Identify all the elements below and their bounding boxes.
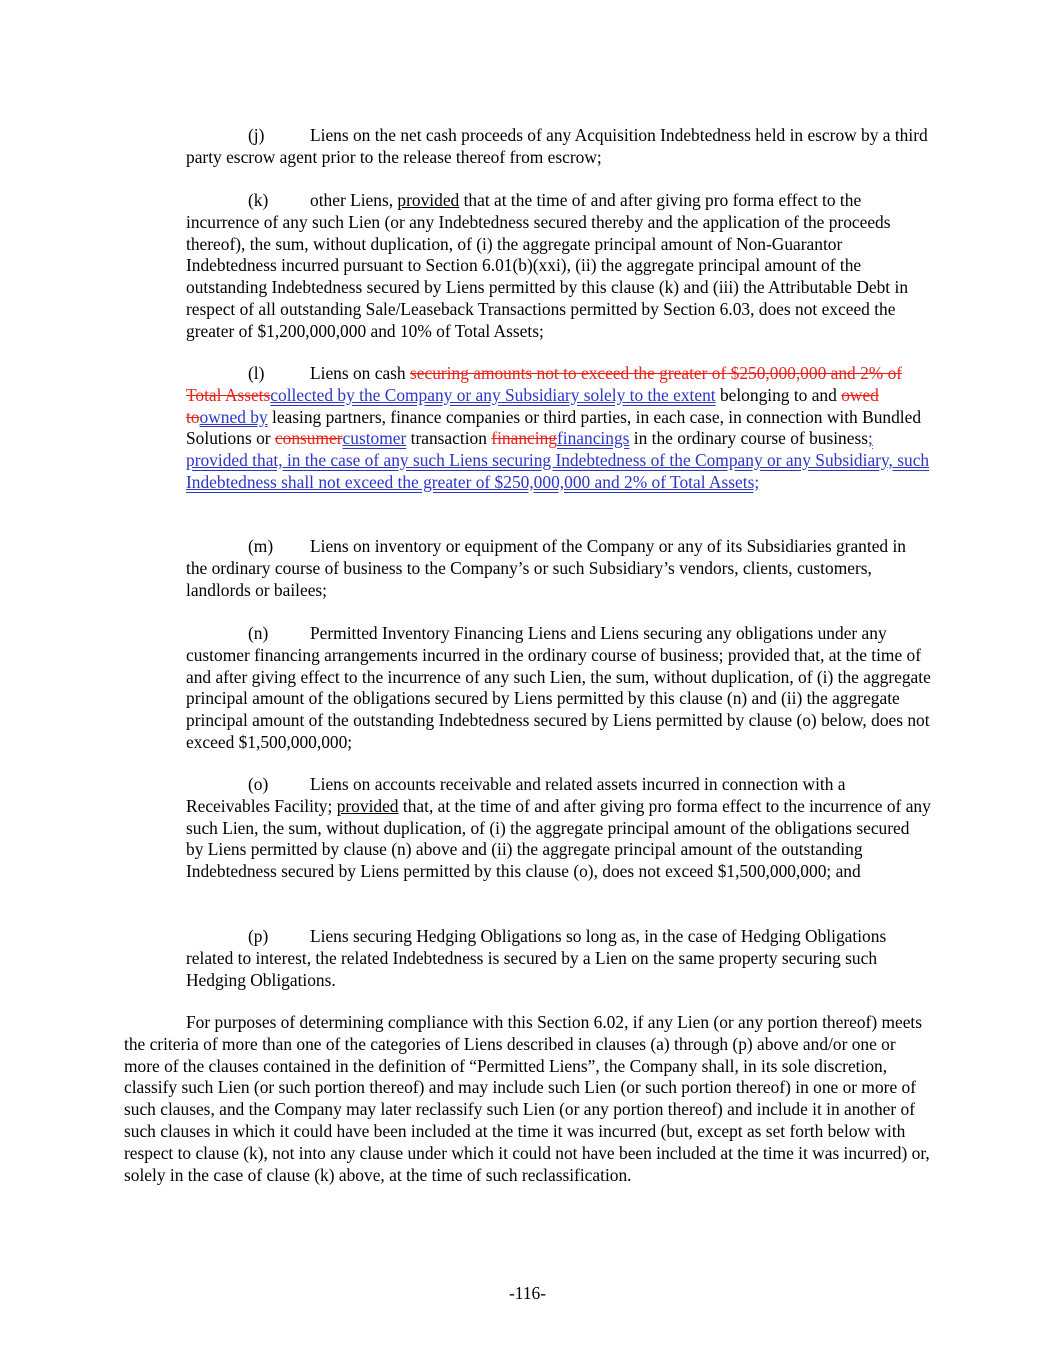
clause-text: in the ordinary course of business <box>629 428 869 449</box>
clause-k <box>186 190 931 343</box>
clause-p <box>186 926 931 991</box>
clause-text: other Liens, <box>310 190 398 210</box>
provided-term: provided <box>397 190 460 210</box>
inserted-text: collected by the Company or any Subsidiary solely to the extent <box>270 384 716 405</box>
clause-m <box>186 536 931 601</box>
clause-n <box>186 623 931 754</box>
clause-l <box>186 363 931 494</box>
clause-text: Liens securing Hedging Obligations so long as, in the case of Hedging Obligations related to interest, the related Indebtedness is secured by a Lien on the same property securing such Hedging Obligations. <box>186 926 887 990</box>
inserted-text: customer <box>342 428 407 449</box>
deleted-text: securing amounts not to exceed the greater of $250,000,000 and 2% of Total Assets <box>186 363 903 405</box>
deleted-text: financing <box>491 428 557 449</box>
inserted-text: ; provided that, in the case of any such Liens securing Indebtedness of the Company or any Subsidiary, such Indebtedness shall not exceed the greater of $250,000,000 and 2% of Total Assets; <box>186 428 930 492</box>
deleted-text: consumer <box>274 428 343 449</box>
clause-text: Liens on accounts receivable and related assets incurred in connection with a Receivables Facility; <box>186 774 846 816</box>
inserted-text: financings <box>556 428 630 449</box>
closing-paragraph: For purposes of determining compliance with this Section 6.02, if any Lien (or any portion thereof) meets the criteria of more than one of the categories of Liens described in clauses (a) through (p) above and/or one or more of the clauses contained in the definition of “Permitted Liens”, the Company shall, in its sole discretion, classify such Lien (or such portion thereof) and may include such Lien (or such portion thereof) in one or more of such clauses, and the Company may later reclassify such Lien (or any portion thereof) and include it in another of such clauses in which it could have been included at the time it was incurred (but, except as set forth below with respect to clause (k), not into any clause under which it could not have been included at the time it was incurred) or, solely in the case of clause (k) above, at the time of such reclassification. <box>124 1012 930 1185</box>
clause-label: (n) <box>248 623 269 643</box>
page-number: -116- <box>508 1283 547 1303</box>
provided-term: provided <box>336 795 399 816</box>
clause-text: that at the time of and after giving pro forma effect to the incurrence of any such Lien (or any Indebtedness secured thereby and the application of the proceeds thereof), the sum, without duplication, of (i) the aggregate principal amount of Non-Guarantor Indebtedness incurred pursuant to Section 6.01(b)(xxi), (ii) the aggregate principal amount of the outstanding Indebtedness secured by Liens permitted by this clause (k) and (iii) the Attributable Debt in respect of all outstanding Sale/Leaseback Transactions permitted by Section 6.03, does not exceed the greater of $1,200,000,000 and 10% of Total Assets; <box>186 190 909 341</box>
clause-text: Permitted Inventory Financing Liens and Liens securing any obligations under any customer financing arrangements incurred in the ordinary course of business; provided that, at the time of and after giving effect to the incurrence of any such Lien, the sum, without duplication, of (i) the aggregate principal amount of the obligations secured by Liens permitted by this clause (n) and (ii) the aggregate principal amount of the outstanding Indebtedness secured by Liens permitted by clause (o) below, does not exceed $1,500,000,000; <box>186 623 931 752</box>
clause-text: transaction <box>406 428 492 449</box>
deleted-text: owed to <box>186 384 879 427</box>
clause-label: (m) <box>248 536 274 556</box>
inserted-text: owned by <box>199 406 268 427</box>
clause-label: (p) <box>248 926 269 946</box>
clause-j <box>186 125 931 169</box>
clause-text: Liens on cash <box>310 363 410 383</box>
clause-label: (o) <box>248 774 269 794</box>
clause-label: (l) <box>248 363 265 383</box>
clause-text: belonging to and <box>715 384 842 405</box>
clause-label: (k) <box>248 190 269 210</box>
clause-o <box>186 774 931 883</box>
clause-text: Liens on the net cash proceeds of any Acquisition Indebtedness held in escrow by a third party escrow agent prior to the release thereof from escrow; <box>186 125 928 167</box>
clause-text: leasing partners, finance companies or third parties, in each case, in connection with Bundled Solutions or <box>186 406 922 449</box>
clause-label: (j) <box>248 125 265 145</box>
clause-text: that, at the time of and after giving pro forma effect to the incurrence of any such Lien, the sum, without duplication, of (i) the aggregate principal amount of the obligations secured by Liens permitted by clause (n) above and (ii) the aggregate principal amount of the outstanding Indebtedness secured by Liens permitted by this clause (o), does not exceed $1,500,000,000; and <box>186 795 931 882</box>
clause-text: Liens on inventory or equipment of the Company or any of its Subsidiaries granted in the ordinary course of business to the Company’s or such Subsidiary’s vendors, clients, customers, landlords or bailees; <box>186 536 907 600</box>
